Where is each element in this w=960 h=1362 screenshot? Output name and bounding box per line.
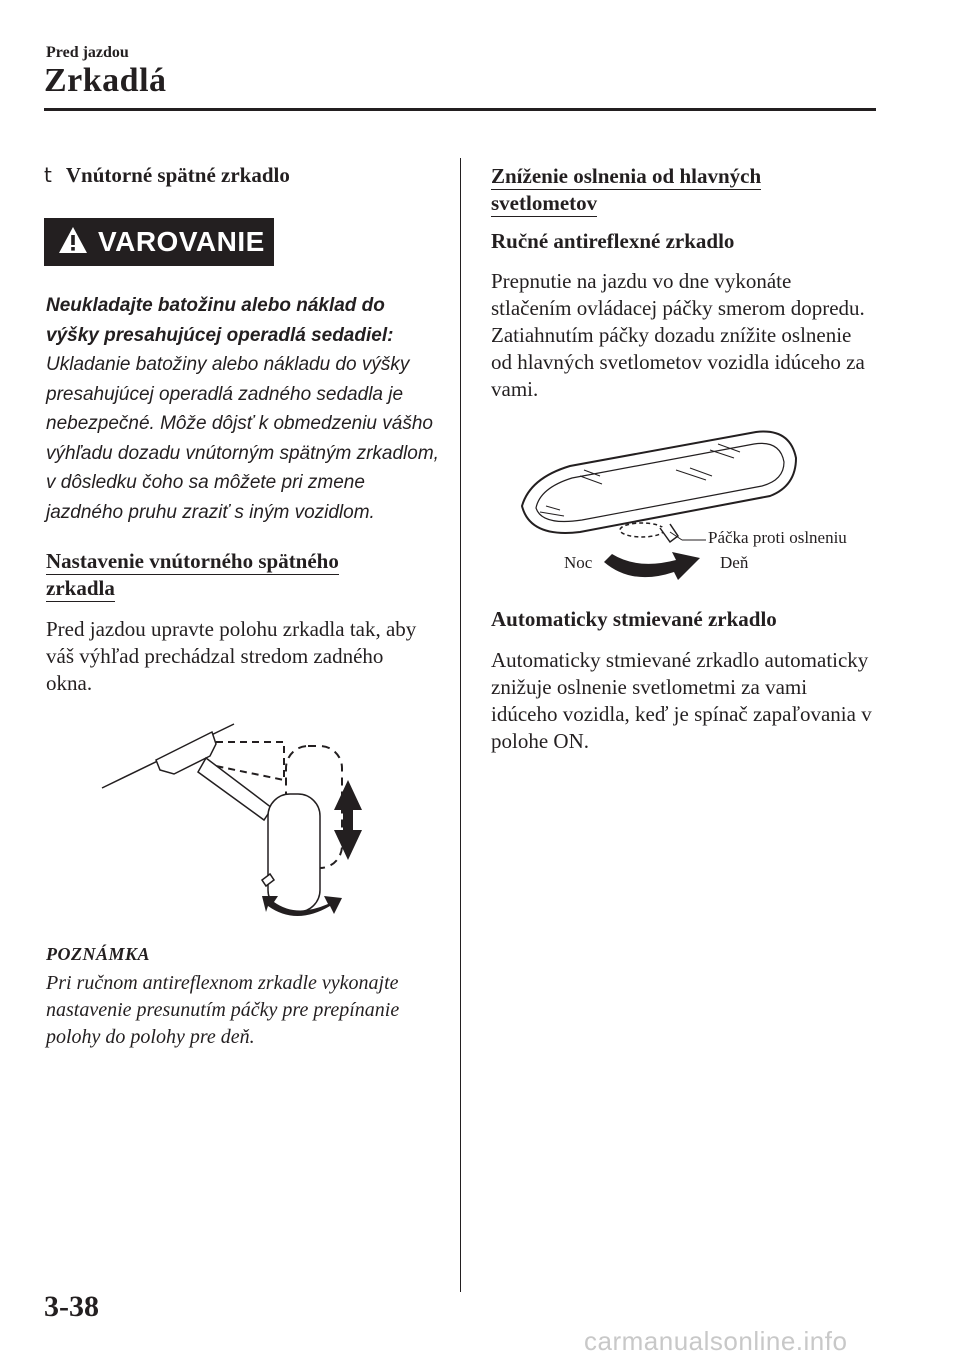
manual-mirror-heading: Ručné antireflexné zrkadlo [491, 229, 735, 253]
warning-text-block [46, 291, 442, 527]
mirror-outline [522, 432, 796, 533]
up-down-arrow [334, 780, 362, 860]
day-label: Deň [720, 553, 749, 572]
lever-area [620, 523, 664, 537]
adjust-heading-line2: zrkadla [46, 576, 115, 600]
warning-body-text: Ukladanie batožiny alebo nákladu do výšky presahujúcej operadlá zadného sedadla je nebezpečné. Môže dôjsť k obmedzeniu vášho výhľadu dozadu vnútorným spätným zrkadlom, v dôsledku čoho sa môžete pri zmene jazdného pruhu zraziť s iným vozidlom. [46, 354, 439, 523]
mirror-heading [44, 163, 290, 188]
bullet-glyph: t [44, 163, 52, 187]
adjust-heading [46, 548, 339, 602]
section-label: Pred jazdou [46, 44, 129, 61]
adjust-text: Pred jazdou upravte polohu zrkadla tak, aby váš výhľad prechádzal stredom zadného okna. [46, 617, 417, 695]
glare-heading-line2: svetlometov [491, 191, 598, 215]
page-number: 3-38 [44, 1290, 99, 1323]
header-rule [44, 108, 876, 111]
warning-badge [44, 218, 274, 266]
auto-mirror-text: Automaticky stmievané zrkadlo automaticky znižuje oslnenie svetlometmi za vami idúceho vozidla, keď je spínač zapaľovania v polohe ON. [491, 648, 872, 753]
watermark: carmanualsonline.info [584, 1326, 848, 1356]
manual-mirror-text: Prepnutie na jazdu vo dne vykonáte stlačením ovládacej páčky smerom dopredu. Zatiahnutím páčky dozadu znížite oslnenie od hlavných svetlometov vozidla idúceho za vami. [491, 269, 865, 401]
night-day-arrow [604, 552, 700, 580]
antiglare-figure [500, 428, 800, 588]
note-title: POZNÁMKA [46, 944, 151, 964]
glare-heading [491, 163, 761, 217]
warning-triangle-icon [58, 226, 88, 259]
warning-bold-text: Neukladajte batožinu alebo náklad do výšky presahujúcej operadlá sedadiel: [46, 295, 394, 346]
night-label: Noc [564, 553, 593, 572]
chapter-title: Zrkadlá [44, 62, 167, 99]
mirror-heading-text: Vnútorné spätné zrkadlo [65, 163, 290, 187]
adjust-heading-line1: Nastavenie vnútorného spätného [46, 549, 339, 573]
lever-label: Páčka proti oslneniu [708, 528, 847, 547]
glare-heading-line1: Zníženie oslnenia od hlavných [491, 164, 762, 188]
mirror-adjust-figure [98, 718, 368, 928]
note-text: Pri ručnom antireflexnom zrkadle vykonajte nastavenie presunutím páčky pre prepínanie polohy do polohy pre deň. [46, 972, 400, 1048]
auto-mirror-heading: Automaticky stmievané zrkadlo [491, 607, 777, 631]
column-divider [460, 158, 461, 1292]
mirror-arm [198, 758, 272, 820]
mirror-body [268, 794, 320, 912]
warning-label: VAROVANIE [98, 226, 265, 257]
